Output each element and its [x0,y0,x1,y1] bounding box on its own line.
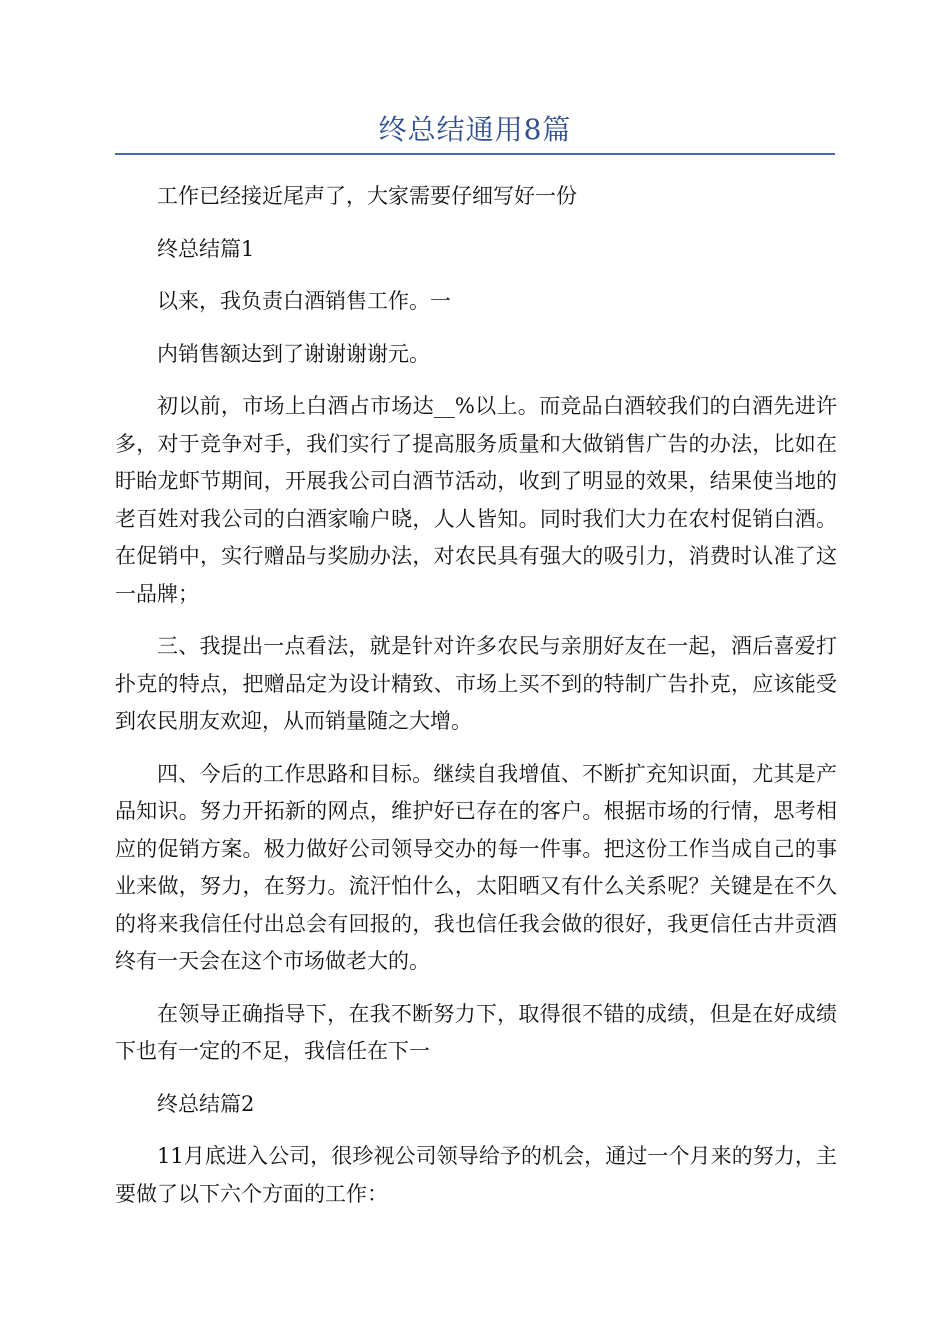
body-paragraph: 四、今后的工作思路和目标。继续自我增值、不断扩充知识面，尤其是产品知识。努力开拓新的网点，维护好已存在的客户。根据市场的行情，思考相应的促销方案。极力做好公司领导交办的每一件事。把这份工作当成自己的事业来做，努力，在努力。流汗怕什么，太阳晒又有什么关系呢？关键是在不久的将来我信任付出总会有回报的，我也信任我会做的很好，我更信任古井贡酒终有一天会在这个市场做老大的。 [115,761,837,973]
section-heading-2: 终总结篇2 [157,1091,255,1116]
section-heading-1: 终总结篇1 [157,236,255,261]
body-paragraph: 初以前，市场上白酒占市场达__%以上。而竞品白酒较我们的白酒先进许多，对于竞争对手，我们实行了提高服务质量和大做销售广告的办法，比如在盱眙龙虾节期间，开展我公司白酒节活动，收到了明显的效果，结果使当地的老百姓对我公司的白酒家喻户晓，人人皆知。同时我们大力在农村促销白酒。在促销中，实行赠品与奖励办法，对农民具有强大的吸引力，消费时认准了这一品牌； [115,394,837,606]
intro-paragraph: 工作已经接近尾声了，大家需要仔细写好一份 [157,184,577,208]
body-paragraph: 在领导正确指导下，在我不断努力下，取得很不错的成绩，但是在好成绩下也有一定的不足，我信任在下一 [115,1001,837,1063]
body-paragraph: 三、我提出一点看法，就是针对许多农民与亲朋好友在一起，酒后喜爱打扑克的特点，把赠品定为设计精致、市场上买不到的特制广告扑克，应该能受到农民朋友欢迎，从而销量随之大增。 [115,634,837,733]
body-paragraph: 以来，我负责白酒销售工作。一 [157,289,451,313]
document-title: 终总结通用8篇 [378,113,572,146]
document-body [115,178,837,1228]
body-paragraph: 内销售额达到了谢谢谢谢元。 [157,341,430,366]
title-underline [115,153,835,155]
body-paragraph: 11月底进入公司，很珍视公司领导给予的机会，通过一个月来的努力，主要做了以下六个方面的工作： [115,1144,837,1206]
